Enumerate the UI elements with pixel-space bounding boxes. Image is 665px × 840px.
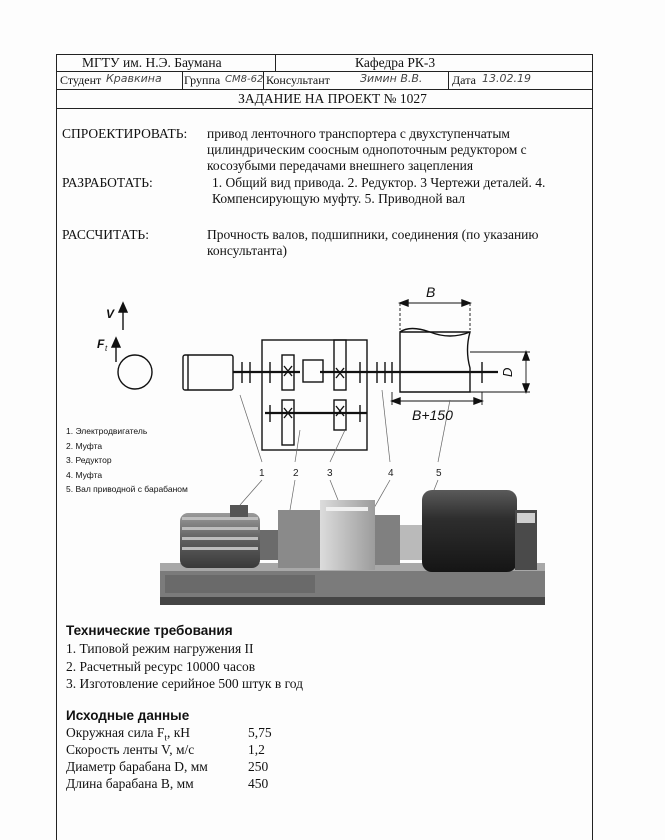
velocity-arrowhead xyxy=(119,303,127,312)
group-value: СМ8-62 xyxy=(225,74,264,85)
gear-block xyxy=(334,400,346,430)
drum-block xyxy=(400,332,470,392)
task-text: 1. Общий вид привода. 2. Редуктор. 3 Чертежи деталей. 4. Компенсирующую муфту. 5. Приводной вал xyxy=(212,175,546,206)
callout-number: 4 xyxy=(388,468,394,479)
callout-number: 5 xyxy=(436,468,442,479)
gear-block xyxy=(282,400,294,445)
task-text: привод ленточного транспортера с двухступенчатым цилиндрическим соосным однопоточным редуктором с косозубыми передачами внешнего зацепления xyxy=(207,126,527,173)
dimension-d-label: D xyxy=(500,367,515,377)
requirement-item: 2. Расчетный ресурс 10000 часов xyxy=(66,658,256,674)
drive-photo xyxy=(160,485,545,610)
callout-number: 1 xyxy=(259,468,265,479)
data-label: Скорость ленты V, м/с xyxy=(66,742,195,757)
data-value: 250 xyxy=(248,759,269,774)
task-label: СПРОЕКТИРОВАТЬ: xyxy=(62,126,188,141)
date-value: 13.02.19 xyxy=(482,72,531,85)
drum-circle-symbol xyxy=(118,355,152,389)
data-value: 5,75 xyxy=(248,725,272,740)
requirement-item: 1. Типовой режим нагружения II xyxy=(66,641,254,656)
data-value: 450 xyxy=(248,776,269,791)
student-label: Студент xyxy=(60,73,102,87)
callout-number: 2 xyxy=(293,468,299,479)
requirement-item: 3. Изготовление серийное 500 штук в год xyxy=(66,676,304,691)
gear-block xyxy=(334,340,346,390)
legend-item: 4. Муфта xyxy=(66,469,103,480)
force-label-subscript: t xyxy=(105,344,108,353)
force-label: F xyxy=(97,337,105,351)
motor-block xyxy=(183,355,233,390)
university-name: МГТУ им. Н.Э. Баумана xyxy=(82,55,222,70)
data-row xyxy=(66,725,466,742)
motor-photo xyxy=(180,513,260,568)
task-label: РАССЧИТАТЬ: xyxy=(62,227,149,242)
assignment-title: ЗАДАНИЕ НА ПРОЕКТ № 1027 xyxy=(238,91,427,106)
drum-photo xyxy=(422,490,517,572)
callout-number: 3 xyxy=(327,468,333,479)
velocity-label: V xyxy=(106,307,115,321)
consultant-value: Зимин В.В. xyxy=(360,72,423,85)
dimension-b150-label: B+150 xyxy=(412,407,453,423)
data-label-subscript: t xyxy=(164,732,167,743)
data-unit: , кН xyxy=(166,725,190,740)
task-text: Прочность валов, подшипники, соединения (по указанию консультанта) xyxy=(207,227,539,258)
student-value: Кравкина xyxy=(106,72,162,85)
data-label: Окружная сила F xyxy=(66,725,165,740)
department-name: Кафедра РК-3 xyxy=(355,55,436,70)
date-label: Дата xyxy=(452,73,476,87)
requirements-list xyxy=(66,640,303,693)
initial-data-title: Исходные данные xyxy=(66,708,190,723)
data-label: Длина барабана B, мм xyxy=(66,776,194,791)
data-label: Диаметр барабана D, мм xyxy=(66,759,208,774)
force-arrowhead xyxy=(112,338,120,347)
legend-item: 2. Муфта xyxy=(66,440,103,451)
task-label: РАЗРАБОТАТЬ: xyxy=(62,175,153,190)
legend-item: 5. Вал приводной с барабаном xyxy=(66,484,188,494)
legend-item: 3. Редуктор xyxy=(66,455,112,465)
consultant-label: Консультант xyxy=(266,73,330,87)
data-row xyxy=(66,759,466,776)
group-label: Группа xyxy=(184,73,221,87)
requirements-title: Технические требования xyxy=(66,623,233,638)
data-value: 1,2 xyxy=(248,742,265,757)
reducer-housing xyxy=(262,340,367,450)
data-row xyxy=(66,776,466,793)
data-row xyxy=(66,742,466,759)
reducer-photo xyxy=(278,510,323,568)
dimension-b-label: B xyxy=(426,284,436,300)
legend-item: 1. Электродвигатель xyxy=(66,426,148,436)
